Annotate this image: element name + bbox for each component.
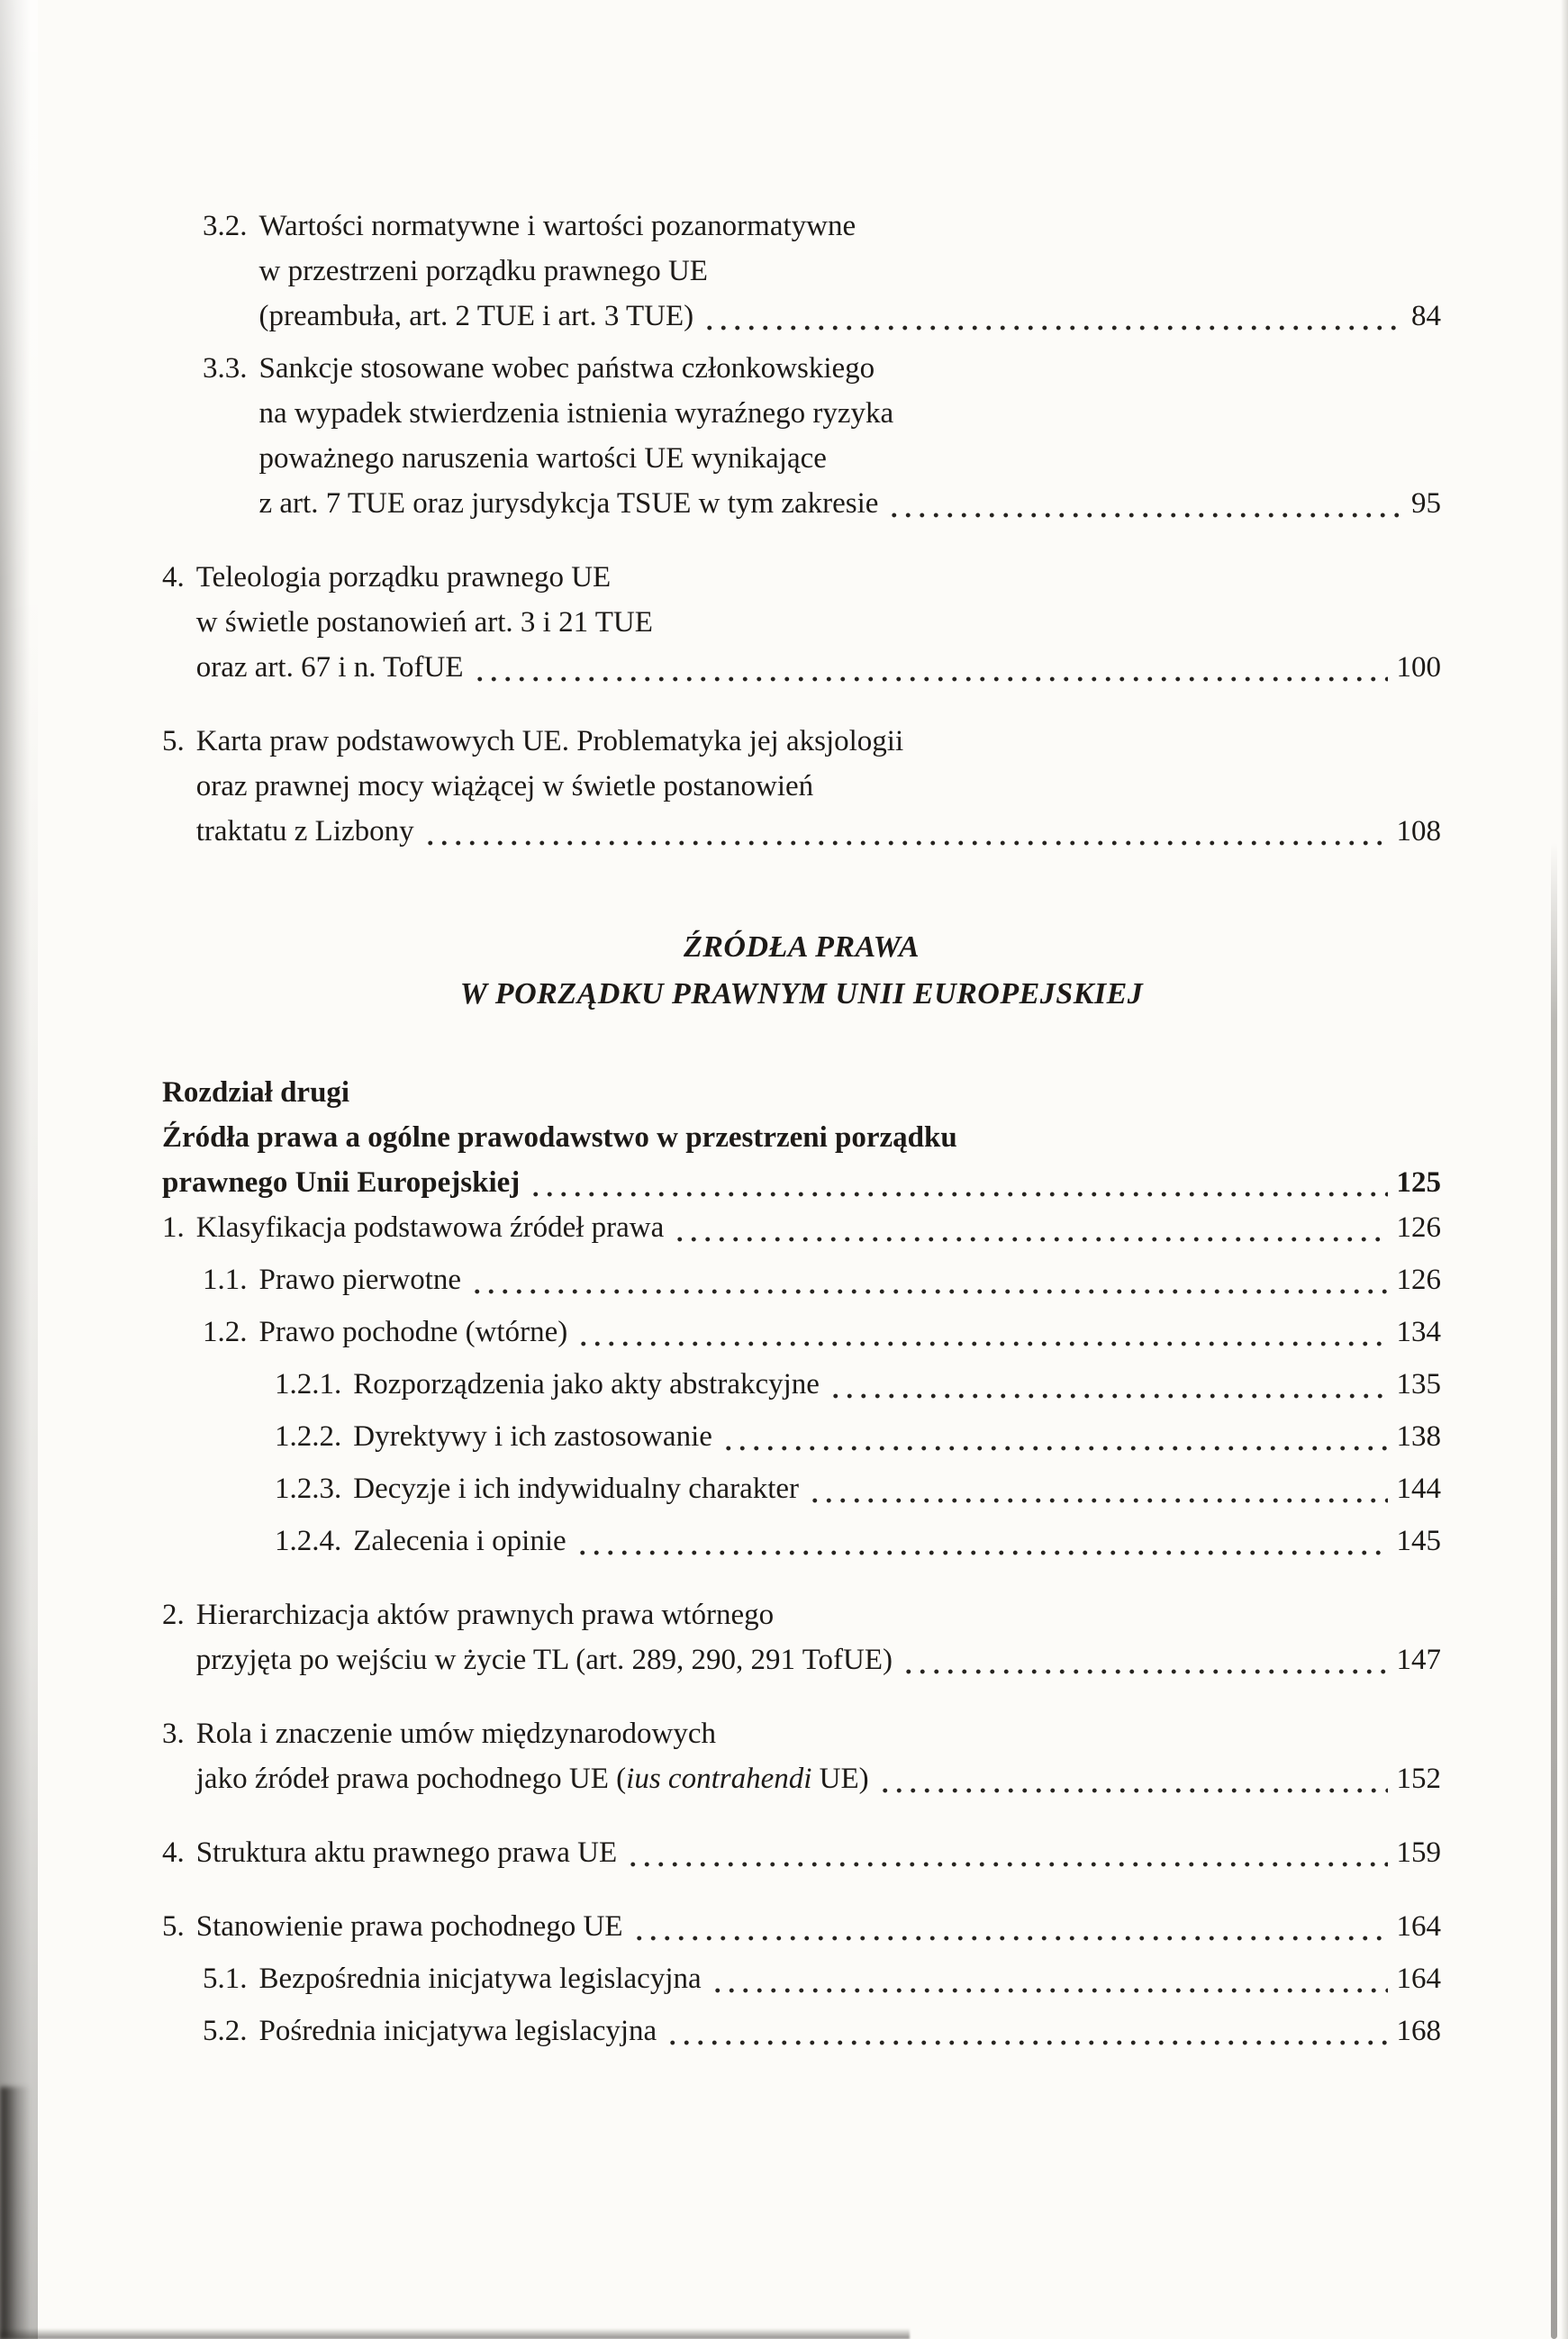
- toc-entry: [162, 346, 1441, 526]
- toc-entry-number: 5.1.: [203, 1963, 248, 1995]
- page-number: 126: [1396, 1211, 1441, 1244]
- toc-entry-lastline: [353, 1466, 1441, 1511]
- toc-entry-lastline: [353, 1414, 1441, 1459]
- dot-leader: [423, 809, 1388, 854]
- toc-entry: [162, 1956, 1441, 2001]
- toc-entry-number: 1.2.3.: [275, 1473, 342, 1505]
- toc-entry-text: Zalecenia i opinie: [353, 1525, 566, 1557]
- part-heading-line1: ŹRÓDŁA PRAWA: [683, 930, 920, 964]
- toc-entry-lastline: [259, 294, 1442, 339]
- toc-entry-body: [196, 1830, 1441, 1875]
- page-number: 100: [1396, 651, 1441, 684]
- toc-entry-text: z art. 7 TUE oraz jurysdykcja TSUE w tym zakresie: [258, 487, 879, 520]
- toc-entry-text: (preambuła, art. 2 TUE i art. 3 TUE): [258, 300, 694, 332]
- toc-entry-line: oraz prawnej mocy wiążącej w świetle postanowień: [195, 770, 814, 802]
- toc-entry-lastline: [259, 2008, 1442, 2053]
- toc-entry: [162, 1711, 1441, 1801]
- toc-entry-number: 5.2.: [203, 2015, 248, 2047]
- toc-entry-text: Bezpośrednia inicjatywa legislacyjna: [258, 1963, 702, 1995]
- toc-entry-text: traktatu z Lizbony: [195, 815, 414, 848]
- page-number: 108: [1396, 815, 1441, 848]
- page-number: 152: [1396, 1763, 1441, 1795]
- scan-shadow-left-edge: [0, 0, 38, 2339]
- toc-entry-body: [353, 1466, 1441, 1511]
- toc-entry-body: [259, 1956, 1442, 2001]
- toc-entry-number: 3.: [162, 1718, 185, 1750]
- toc-entry: [162, 555, 1441, 690]
- page-number: 164: [1396, 1963, 1441, 1995]
- toc-entry-text: UE): [811, 1763, 869, 1795]
- page-number: 144: [1396, 1473, 1441, 1505]
- toc-entry-text-italic: ius contrahendi: [626, 1763, 812, 1795]
- scan-line-right-edge: [1551, 842, 1557, 2339]
- toc-entry-line: w przestrzeni porządku prawnego UE: [258, 255, 708, 287]
- toc-entry-body: [353, 1362, 1441, 1407]
- chapter-title-lastline: [162, 1160, 1441, 1205]
- dot-leader: [702, 294, 1402, 339]
- toc-entry-line: na wypadek stwierdzenia istnienia wyraźnego ryzyka: [258, 397, 894, 430]
- toc-entry-lastline: [196, 1637, 1441, 1682]
- toc-entry-lastline: [259, 1956, 1442, 2001]
- dot-leader: [626, 1830, 1387, 1875]
- toc-entry-text: Rozporządzenia jako akty abstrakcyjne: [353, 1368, 820, 1401]
- dot-leader: [470, 1257, 1387, 1302]
- part-heading-line2: W PORZĄDKU PRAWNYM UNII EUROPEJSKIEJ: [459, 977, 1144, 1011]
- page-number: 126: [1396, 1264, 1441, 1296]
- toc-entry: [162, 2008, 1441, 2053]
- toc-entry-number: 1.2.2.: [275, 1420, 342, 1453]
- toc-entry: [162, 1592, 1441, 1682]
- toc-entry-body: [196, 1904, 1441, 1949]
- dot-leader: [673, 1205, 1387, 1250]
- page-number: 168: [1396, 2015, 1441, 2047]
- dot-leader: [808, 1466, 1387, 1511]
- dot-leader: [529, 1160, 1387, 1205]
- toc-entry-text: Prawo pierwotne: [258, 1264, 462, 1296]
- toc-entry-line: Karta praw podstawowych UE. Problematyka jej aksjologii: [195, 725, 904, 757]
- toc-entry-lastline: [196, 645, 1441, 690]
- toc-entry-number: 3.2.: [203, 210, 248, 242]
- toc-entry-lastline: [353, 1519, 1441, 1564]
- dot-leader: [666, 2008, 1387, 2053]
- dot-leader: [878, 1756, 1388, 1801]
- toc-entry-number: 1.2.: [203, 1316, 248, 1348]
- toc-entry-lastline: [259, 1310, 1442, 1355]
- toc-entry-lastline: [259, 1257, 1442, 1302]
- toc-entry: [162, 1310, 1441, 1355]
- toc-entry-line: Teleologia porządku prawnego UE: [195, 561, 612, 594]
- toc-entry-text: Stanowienie prawa pochodnego UE: [195, 1910, 623, 1943]
- toc-entry-line: Sankcje stosowane wobec państwa członkowskiego: [258, 352, 875, 385]
- toc-section-chapter-one: [162, 204, 1441, 854]
- toc-entry: [162, 1519, 1441, 1564]
- page-number: 159: [1396, 1836, 1441, 1869]
- scan-shadow-bottom-left-corner: [0, 2087, 31, 2339]
- page-number: 84: [1411, 300, 1441, 332]
- toc-entry-body: [259, 204, 1442, 339]
- toc-entry-body: [196, 555, 1441, 690]
- toc-entry-text: Klasyfikacja podstawowa źródeł prawa: [195, 1211, 665, 1244]
- toc-entry-body: [196, 719, 1441, 854]
- page-number: 125: [1396, 1166, 1441, 1199]
- toc-entry-lastline: [259, 481, 1442, 526]
- page-number: 138: [1396, 1420, 1441, 1453]
- toc-entry-body: [259, 346, 1442, 526]
- toc-entry-lastline: [196, 809, 1441, 854]
- dot-leader: [711, 1956, 1388, 2001]
- toc-entry-body: [353, 1414, 1441, 1459]
- scan-shadow-right-edge: [1561, 0, 1568, 2339]
- toc-entry: [162, 1904, 1441, 1949]
- toc-entry-text: przyjęta po wejściu w życie TL (art. 289, 290, 291 TofUE): [195, 1644, 893, 1676]
- toc-entry-number: 1.: [162, 1211, 185, 1244]
- toc-entry-text: Struktura aktu prawnego prawa UE: [195, 1836, 618, 1869]
- toc-entry-text: jako źródeł prawa pochodnego UE (: [195, 1763, 627, 1795]
- dot-leader: [721, 1414, 1388, 1459]
- toc-entry: [162, 1830, 1441, 1875]
- dot-leader: [576, 1310, 1387, 1355]
- toc-entry-lastline: [196, 1205, 1441, 1250]
- dot-leader: [829, 1362, 1388, 1407]
- dot-leader: [473, 645, 1388, 690]
- toc-entry-text: Decyzje i ich indywidualny charakter: [353, 1473, 800, 1505]
- toc-entry-body: [196, 1205, 1441, 1250]
- toc-entry-number: 3.3.: [203, 352, 248, 385]
- scan-shadow-bottom-edge: [0, 2328, 910, 2339]
- toc-entry: [162, 1257, 1441, 1302]
- toc-entry-body: [353, 1519, 1441, 1564]
- dot-leader: [902, 1637, 1387, 1682]
- toc-entry-body: [259, 1257, 1442, 1302]
- toc-section-chapter-two: [162, 1205, 1441, 2053]
- toc-entry-lastline: [196, 1756, 1441, 1801]
- chapter-heading: [162, 1070, 1441, 1205]
- dot-leader: [632, 1904, 1388, 1949]
- toc-entry-body: [196, 1592, 1441, 1682]
- page-number: 164: [1396, 1910, 1441, 1943]
- chapter-title-text: prawnego Unii Europejskiej: [162, 1166, 521, 1199]
- toc-entry-body: [196, 1711, 1441, 1801]
- page-number: 95: [1411, 487, 1441, 520]
- toc-entry-text: Pośrednia inicjatywa legislacyjna: [258, 2015, 657, 2047]
- toc-entry-number: 1.1.: [203, 1264, 248, 1296]
- toc-entry-number: 1.2.1.: [275, 1368, 342, 1401]
- toc-entry-number: 5.: [162, 1910, 185, 1943]
- toc-entry: [162, 1466, 1441, 1511]
- toc-entry-text: Dyrektywy i ich zastosowanie: [353, 1420, 712, 1453]
- toc-entry-text: [196, 1756, 869, 1801]
- table-of-contents: [162, 204, 1441, 2053]
- toc-entry-line: w świetle postanowień art. 3 i 21 TUE: [195, 606, 653, 639]
- toc-entry-line: Wartości normatywne i wartości pozanormatywne: [258, 210, 857, 242]
- toc-entry-body: [259, 2008, 1442, 2053]
- dot-leader: [887, 481, 1402, 526]
- toc-entry-number: 1.2.4.: [275, 1525, 342, 1557]
- chapter-title-line: Źródła prawa a ogólne prawodawstwo w przestrzeni porządku: [162, 1121, 957, 1154]
- dot-leader: [576, 1519, 1388, 1564]
- toc-entry-lastline: [196, 1830, 1441, 1875]
- toc-entry-line: poważnego naruszenia wartości UE wynikające: [258, 442, 827, 475]
- chapter-label: Rozdział drugi: [162, 1076, 350, 1109]
- toc-entry-number: 4.: [162, 1836, 185, 1869]
- toc-entry-body: [259, 1310, 1442, 1355]
- toc-entry: [162, 204, 1441, 339]
- toc-entry-number: 4.: [162, 561, 185, 594]
- toc-entry: [162, 1362, 1441, 1407]
- toc-entry-line: Rola i znaczenie umów międzynarodowych: [195, 1718, 717, 1750]
- page-number: 135: [1396, 1368, 1441, 1401]
- page-number: 145: [1396, 1525, 1441, 1557]
- toc-entry-lastline: [353, 1362, 1441, 1407]
- toc-entry: [162, 1205, 1441, 1250]
- toc-entry: [162, 1414, 1441, 1459]
- toc-entry-lastline: [196, 1904, 1441, 1949]
- toc-entry-text: Prawo pochodne (wtórne): [258, 1316, 568, 1348]
- toc-entry-number: 2.: [162, 1599, 185, 1631]
- part-heading: [162, 924, 1441, 1018]
- toc-entry-number: 5.: [162, 725, 185, 757]
- page-number: 147: [1396, 1644, 1441, 1676]
- toc-entry-line: Hierarchizacja aktów prawnych prawa wtórnego: [195, 1599, 775, 1631]
- toc-entry: [162, 719, 1441, 854]
- page-number: 134: [1396, 1316, 1441, 1348]
- toc-entry-text: oraz art. 67 i n. TofUE: [195, 651, 464, 684]
